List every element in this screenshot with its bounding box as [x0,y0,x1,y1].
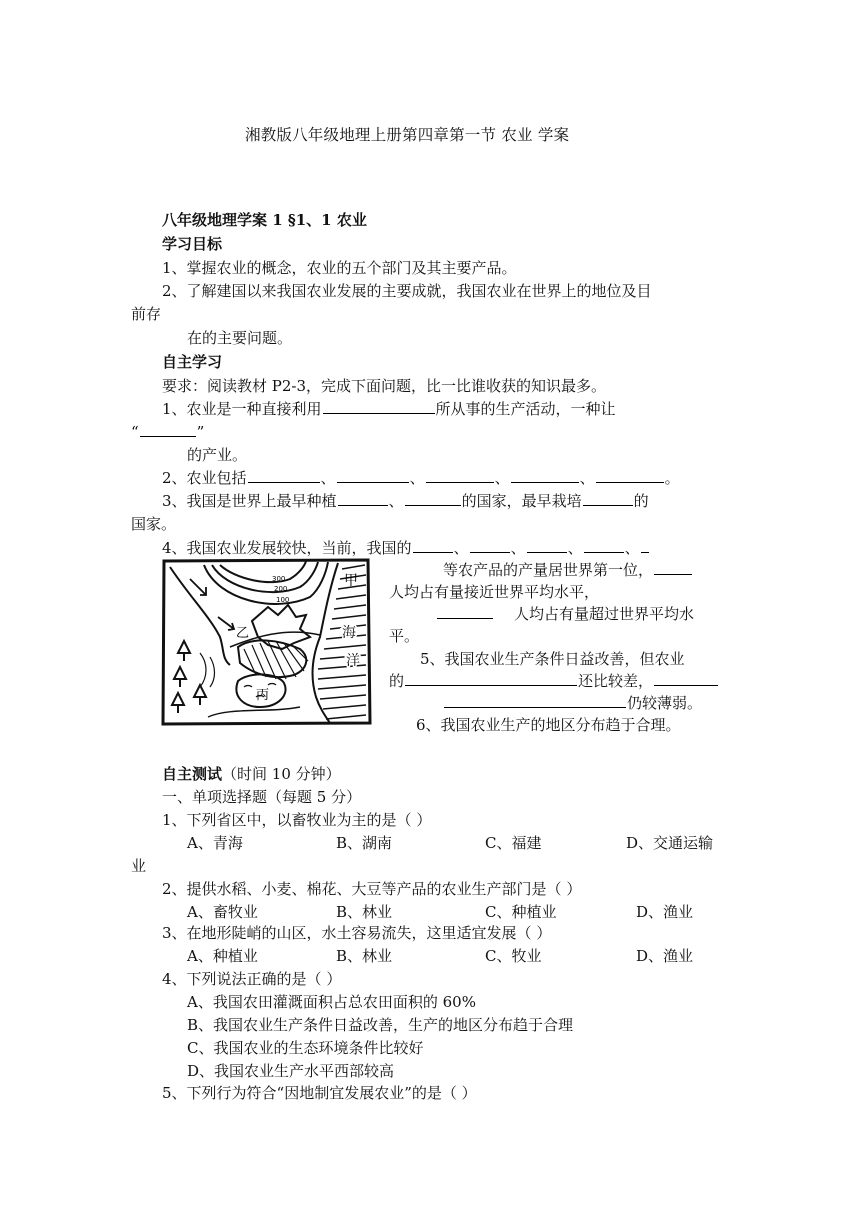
mc-question-1: 1、下列省区中，以畜牧业为主的是（ ） [162,811,432,829]
map-contour-300: 300 [272,575,286,583]
mc-q1-option-d-wrap: 业 [131,857,147,875]
objective-2-wrap: 前存 [131,305,162,323]
mc-q1-option-a[interactable]: A、青海 [187,834,243,852]
question-5-line-3: 仍较薄弱。 [443,692,702,714]
blank[interactable] [527,537,567,553]
mc-q4-option-d[interactable]: D、我国农业生产水平西部较高 [187,1062,395,1080]
mc-q1-option-c[interactable]: C、福建 [485,834,542,852]
mc-q2-option-d[interactable]: D、渔业 [636,903,694,921]
mc-q3-option-b[interactable]: B、林业 [336,947,393,965]
worksheet-header: 八年级地理学案 1 §1、1 农业 [162,211,367,229]
question-1-line-1: 1、农业是一种直接利用 所从事的生产活动，一种让 [162,400,616,418]
mc-q2-option-a[interactable]: A、畜牧业 [187,903,258,921]
blank[interactable] [405,490,461,506]
section-single-choice: 一、单项选择题（每题 5 分） [162,788,362,806]
blank[interactable] [413,537,453,553]
blank[interactable] [511,467,579,483]
objective-2: 2、了解建国以来我国农业发展的主要成就，我国农业在世界上的地位及目 [162,282,652,300]
blank[interactable] [323,398,435,414]
question-1-line-3: 的产业。 [187,446,248,464]
blank[interactable] [337,467,409,483]
self-test-heading: 自主测试（时间 10 分钟） [162,765,341,783]
page-title: 湘教版八年级地理上册第四章第一节 农业 学案 [245,126,570,144]
mc-question-3: 3、在地形陡峭的山区，水土容易流失，这里适宜发展（ ） [162,924,552,942]
mc-q4-option-b[interactable]: B、我国农业生产条件日益改善，生产的地区分布趋于合理 [187,1016,574,1034]
self-study-heading: 自主学习 [162,353,223,371]
question-4-line-2: 等农产品的产量居世界第一位， [443,559,693,581]
mc-q3-option-a[interactable]: A、种植业 [187,947,258,965]
question-3: 3、我国是世界上最早种植 、 的国家，最早栽培 的 [162,492,649,510]
blank[interactable] [654,559,692,575]
mc-q4-option-a[interactable]: A、我国农田灌溉面积占总农田面积的 60% [187,993,476,1011]
objective-1: 1、掌握农业的概念，农业的五个部门及其主要产品。 [162,259,517,277]
blank[interactable] [583,490,633,506]
question-2: 2、农业包括 、 、 、 、 。 [162,469,680,487]
map-label-hai: 海 [342,625,356,641]
question-4-line-1: 4、我国农业发展较快，当前，我国的 、 、 、 、 [162,537,650,559]
mc-q4-option-c[interactable]: C、我国农业的生态环境条件比较好 [187,1039,424,1057]
blank[interactable] [470,537,510,553]
mc-q2-option-b[interactable]: B、林业 [336,903,393,921]
question-6: 6、我国农业生产的地区分布趋于合理。 [416,716,681,734]
blank[interactable] [248,467,320,483]
mc-q3-option-d[interactable]: D、渔业 [636,947,694,965]
terrain-map [160,557,372,727]
question-4-line-3: 人均占有量接近世界平均水平， [389,583,600,601]
map-label-bing: 丙 [256,688,270,703]
question-1-line-2: “ ” [131,423,205,441]
mc-q1-option-b[interactable]: B、湖南 [336,834,393,852]
mc-q3-option-c[interactable]: C、牧业 [485,947,542,965]
question-4-line-4: 人均占有量超过世界平均水 [436,603,694,625]
map-label-yang: 洋 [346,653,360,669]
blank[interactable] [444,692,626,708]
blank[interactable] [405,670,577,686]
question-4-line-5: 平。 [389,627,420,645]
mc-q2-option-c[interactable]: C、种植业 [485,903,557,921]
mc-q1-option-d[interactable]: D、交通运输 [626,834,714,852]
blank[interactable] [654,670,718,686]
map-label-jia: 甲 [344,573,358,589]
self-study-requirement: 要求：阅读教材 P2-3，完成下面问题，比一比谁收获的知识最多。 [162,377,607,395]
blank[interactable] [584,537,624,553]
question-5-line-1: 5、我国农业生产条件日益改善，但农业 [420,650,685,668]
mc-question-4: 4、下列说法正确的是（ ） [162,970,342,988]
blank[interactable] [641,537,649,553]
objectives-heading: 学习目标 [162,235,223,253]
mc-question-5: 5、下列行为符合“因地制宜发展农业”的是（ ） [162,1084,477,1102]
question-5-line-2: 的 还比较差， [389,670,719,692]
map-contour-200: 200 [274,585,288,593]
blank[interactable] [437,603,493,619]
map-contour-100: 100 [276,596,290,604]
blank[interactable] [338,490,388,506]
blank[interactable] [596,467,664,483]
question-3-wrap: 国家。 [131,515,177,533]
blank[interactable] [426,467,494,483]
objective-2-cont: 在的主要问题。 [187,329,293,347]
map-label-yi: 乙 [236,626,250,641]
blank[interactable] [140,421,196,437]
mc-question-2: 2、提供水稻、小麦、棉花、大豆等产品的农业生产部门是（ ） [162,880,582,898]
